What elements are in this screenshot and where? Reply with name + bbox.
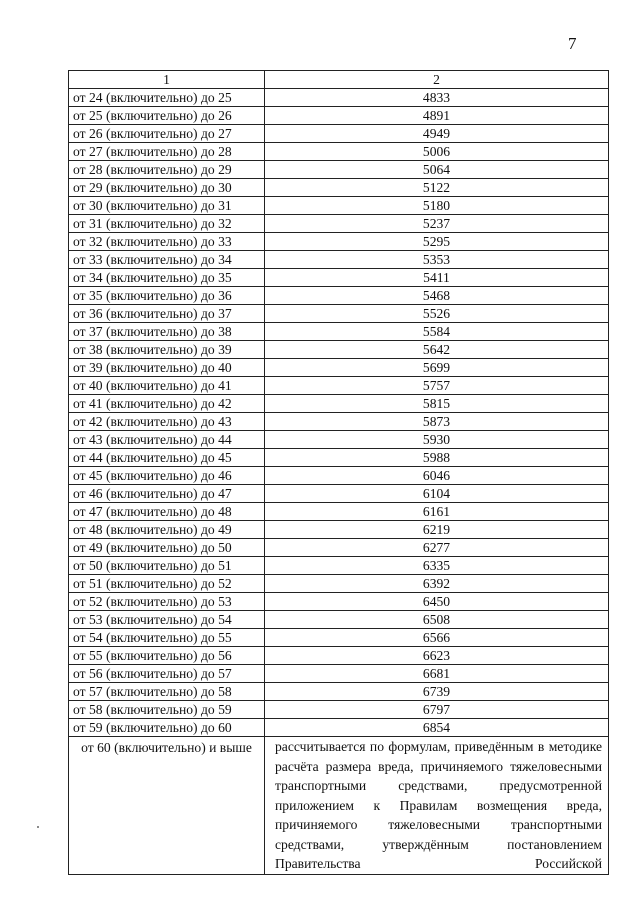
value-cell: 6046 bbox=[265, 467, 609, 485]
table-row bbox=[69, 575, 609, 593]
table-row bbox=[69, 449, 609, 467]
range-cell: от 37 (включительно) до 38 bbox=[69, 323, 265, 341]
value-cell: 6739 bbox=[265, 683, 609, 701]
table-row bbox=[69, 467, 609, 485]
value-cell: 6508 bbox=[265, 611, 609, 629]
table-row bbox=[69, 107, 609, 125]
value-cell: 6161 bbox=[265, 503, 609, 521]
table-row bbox=[69, 629, 609, 647]
table-row bbox=[69, 557, 609, 575]
table-row-last bbox=[69, 737, 609, 875]
value-cell: 6219 bbox=[265, 521, 609, 539]
range-cell: от 53 (включительно) до 54 bbox=[69, 611, 265, 629]
table-body bbox=[69, 71, 609, 875]
value-cell: 5815 bbox=[265, 395, 609, 413]
range-cell: от 50 (включительно) до 51 bbox=[69, 557, 265, 575]
table-row bbox=[69, 125, 609, 143]
column-header-1: 1 bbox=[69, 71, 265, 89]
range-cell-last: от 60 (включительно) и выше bbox=[69, 737, 265, 875]
range-cell: от 36 (включительно) до 37 bbox=[69, 305, 265, 323]
range-cell: от 41 (включительно) до 42 bbox=[69, 395, 265, 413]
table-row bbox=[69, 485, 609, 503]
value-cell: 6104 bbox=[265, 485, 609, 503]
table-row bbox=[69, 683, 609, 701]
value-cell: 6681 bbox=[265, 665, 609, 683]
value-cell: 5295 bbox=[265, 233, 609, 251]
range-cell: от 43 (включительно) до 44 bbox=[69, 431, 265, 449]
range-cell: от 52 (включительно) до 53 bbox=[69, 593, 265, 611]
table-row bbox=[69, 647, 609, 665]
value-cell: 5180 bbox=[265, 197, 609, 215]
value-cell: 6623 bbox=[265, 647, 609, 665]
range-cell: от 39 (включительно) до 40 bbox=[69, 359, 265, 377]
value-cell: 5468 bbox=[265, 287, 609, 305]
range-cell: от 26 (включительно) до 27 bbox=[69, 125, 265, 143]
value-cell: 6392 bbox=[265, 575, 609, 593]
range-cell: от 55 (включительно) до 56 bbox=[69, 647, 265, 665]
value-cell: 4833 bbox=[265, 89, 609, 107]
range-cell: от 31 (включительно) до 32 bbox=[69, 215, 265, 233]
table-row bbox=[69, 611, 609, 629]
scan-speck bbox=[37, 826, 39, 828]
value-cell: 6450 bbox=[265, 593, 609, 611]
range-cell: от 57 (включительно) до 58 bbox=[69, 683, 265, 701]
table-row bbox=[69, 143, 609, 161]
range-cell: от 40 (включительно) до 41 bbox=[69, 377, 265, 395]
table-row bbox=[69, 251, 609, 269]
value-cell: 5526 bbox=[265, 305, 609, 323]
table-row bbox=[69, 431, 609, 449]
range-cell: от 35 (включительно) до 36 bbox=[69, 287, 265, 305]
table-row bbox=[69, 719, 609, 737]
value-cell: 5584 bbox=[265, 323, 609, 341]
table-row bbox=[69, 305, 609, 323]
value-cell: 6335 bbox=[265, 557, 609, 575]
table-row bbox=[69, 593, 609, 611]
range-cell: от 24 (включительно) до 25 bbox=[69, 89, 265, 107]
tariff-table bbox=[68, 70, 609, 875]
value-cell: 5353 bbox=[265, 251, 609, 269]
value-cell: 6566 bbox=[265, 629, 609, 647]
table-row bbox=[69, 359, 609, 377]
table-row bbox=[69, 161, 609, 179]
value-cell: 5699 bbox=[265, 359, 609, 377]
range-cell: от 58 (включительно) до 59 bbox=[69, 701, 265, 719]
table-row bbox=[69, 395, 609, 413]
range-cell: от 45 (включительно) до 46 bbox=[69, 467, 265, 485]
table-row bbox=[69, 179, 609, 197]
value-cell: 5122 bbox=[265, 179, 609, 197]
range-cell: от 44 (включительно) до 45 bbox=[69, 449, 265, 467]
value-cell: 5873 bbox=[265, 413, 609, 431]
formula-note-cell: рассчитывается по формулам, приведённым в методике расчёта размера вреда, причиняемого тяжеловесными транспортными средствами, предусмотренной приложением к Правилам возмещения вреда, причиняемого тяжеловесными транспортными средствами, утверждённым постановлением Правительства Российской bbox=[265, 737, 609, 875]
table-row bbox=[69, 269, 609, 287]
range-cell: от 30 (включительно) до 31 bbox=[69, 197, 265, 215]
range-cell: от 51 (включительно) до 52 bbox=[69, 575, 265, 593]
table-row bbox=[69, 197, 609, 215]
value-cell: 5237 bbox=[265, 215, 609, 233]
range-cell: от 38 (включительно) до 39 bbox=[69, 341, 265, 359]
range-cell: от 42 (включительно) до 43 bbox=[69, 413, 265, 431]
table-row bbox=[69, 503, 609, 521]
value-cell: 6277 bbox=[265, 539, 609, 557]
range-cell: от 34 (включительно) до 35 bbox=[69, 269, 265, 287]
range-cell: от 46 (включительно) до 47 bbox=[69, 485, 265, 503]
range-cell: от 48 (включительно) до 49 bbox=[69, 521, 265, 539]
table-row bbox=[69, 215, 609, 233]
range-cell: от 29 (включительно) до 30 bbox=[69, 179, 265, 197]
table-header-row bbox=[69, 71, 609, 89]
range-cell: от 28 (включительно) до 29 bbox=[69, 161, 265, 179]
range-cell: от 47 (включительно) до 48 bbox=[69, 503, 265, 521]
table-row bbox=[69, 701, 609, 719]
value-cell: 6797 bbox=[265, 701, 609, 719]
value-cell: 5411 bbox=[265, 269, 609, 287]
range-cell: от 56 (включительно) до 57 bbox=[69, 665, 265, 683]
table-row bbox=[69, 287, 609, 305]
table-row bbox=[69, 377, 609, 395]
page-number: 7 bbox=[568, 34, 577, 53]
table-row bbox=[69, 413, 609, 431]
range-cell: от 33 (включительно) до 34 bbox=[69, 251, 265, 269]
value-cell: 5988 bbox=[265, 449, 609, 467]
range-cell: от 59 (включительно) до 60 bbox=[69, 719, 265, 737]
value-cell: 5930 bbox=[265, 431, 609, 449]
table-row bbox=[69, 323, 609, 341]
value-cell: 5642 bbox=[265, 341, 609, 359]
range-cell: от 25 (включительно) до 26 bbox=[69, 107, 265, 125]
range-cell: от 27 (включительно) до 28 bbox=[69, 143, 265, 161]
table-row bbox=[69, 539, 609, 557]
table-row bbox=[69, 233, 609, 251]
column-header-2: 2 bbox=[265, 71, 609, 89]
range-cell: от 54 (включительно) до 55 bbox=[69, 629, 265, 647]
table-row bbox=[69, 521, 609, 539]
value-cell: 5064 bbox=[265, 161, 609, 179]
value-cell: 5757 bbox=[265, 377, 609, 395]
value-cell: 6854 bbox=[265, 719, 609, 737]
value-cell: 5006 bbox=[265, 143, 609, 161]
range-cell: от 32 (включительно) до 33 bbox=[69, 233, 265, 251]
range-cell: от 49 (включительно) до 50 bbox=[69, 539, 265, 557]
table-row bbox=[69, 665, 609, 683]
table-row bbox=[69, 89, 609, 107]
value-cell: 4891 bbox=[265, 107, 609, 125]
table-row bbox=[69, 341, 609, 359]
value-cell: 4949 bbox=[265, 125, 609, 143]
